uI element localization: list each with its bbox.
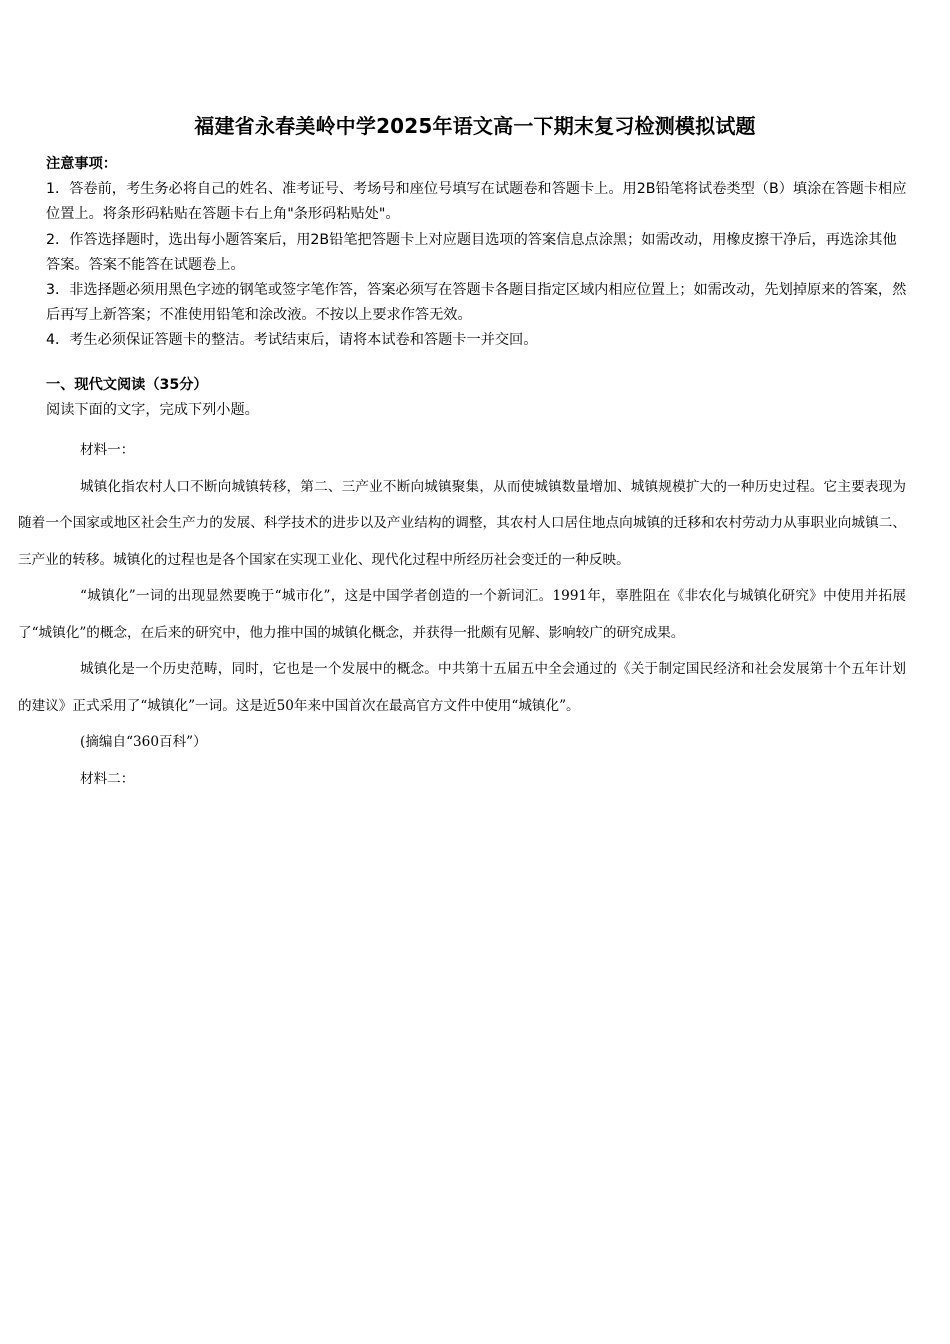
notice-item-4: 4．考生必须保证答题卡的整洁。考试结束后，请将本试卷和答题卡一并交回。 [46, 332, 538, 349]
notice-item-3: 3．非选择题必须用黑色字迹的钢笔或签字笔作答，答案必须写在答题卡各题目指定区域内相应位置上；如需改动，先划掉原来的答案，然后再写上新答案；不准使用铅笔和涂改液。不按以上要求作答无效。 [46, 282, 907, 324]
material-text [18, 432, 906, 797]
material-one-label: 材料一： [80, 442, 135, 458]
section-title: 一、现代文阅读（35分） [46, 377, 208, 393]
notice-item-2: 2．作答选择题时，选出每小题答案后，用2B铅笔把答题卡上对应题目选项的答案信息点涂黑；如需改动，用橡皮擦干净后，再选涂其他答案。答案不能答在试题卷上。 [46, 231, 897, 273]
notice-heading: 注意事项： [46, 156, 117, 172]
page-title: 福建省永春美岭中学2025年语文高一下期末复习检测模拟试题 [194, 114, 756, 138]
material-paragraph-2: “城镇化”一词的出现显然要晚于“城市化”，这是中国学者创造的一个新词汇。1991年，辜胜阻在《非农化与城镇化研究》中使用并拓展了“城镇化”的概念，在后来的研究中，他力推中国的城镇化概念，并获得一批颇有见解、影响较广的研究成果。 [18, 588, 906, 641]
notice-item-1: 1．答卷前，考生务必将自己的姓名、准考证号、考场号和座位号填写在试题卷和答题卡上。用2B铅笔将试卷类型（B）填涂在答题卡相应位置上。将条形码粘贴在答题卡右上角"条形码粘贴处"。 [46, 181, 907, 223]
section-instruction: 阅读下面的文字，完成下列小题。 [46, 402, 259, 418]
notice-block [46, 152, 908, 354]
material-paragraph-3: 城镇化是一个历史范畴，同时，它也是一个发展中的概念。中共第十五届五中全会通过的《关于制定国民经济和社会发展第十个五年计划的建议》正式采用了“城镇化”一词。这是近50年来中国首次在最高官方文件中使用“城镇化”。 [18, 661, 906, 714]
material-paragraph-1: 城镇化指农村人口不断向城镇转移，第二、三产业不断向城镇聚集，从而使城镇数量增加、城镇规模扩大的一种历史过程。它主要表现为随着一个国家或地区社会生产力的发展、科学技术的进步以及产业结构的调整，其农村人口居住地点向城镇的迁移和农村劳动力从事职业向城镇二、三产业的转移。城镇化的过程也是各个国家在实现工业化、现代化过程中所经历社会变迁的一种反映。 [18, 478, 906, 568]
material-two-label: 材料二： [80, 770, 135, 787]
reading-section [46, 375, 908, 420]
material-source: (摘编自“360百科”） [80, 734, 207, 750]
